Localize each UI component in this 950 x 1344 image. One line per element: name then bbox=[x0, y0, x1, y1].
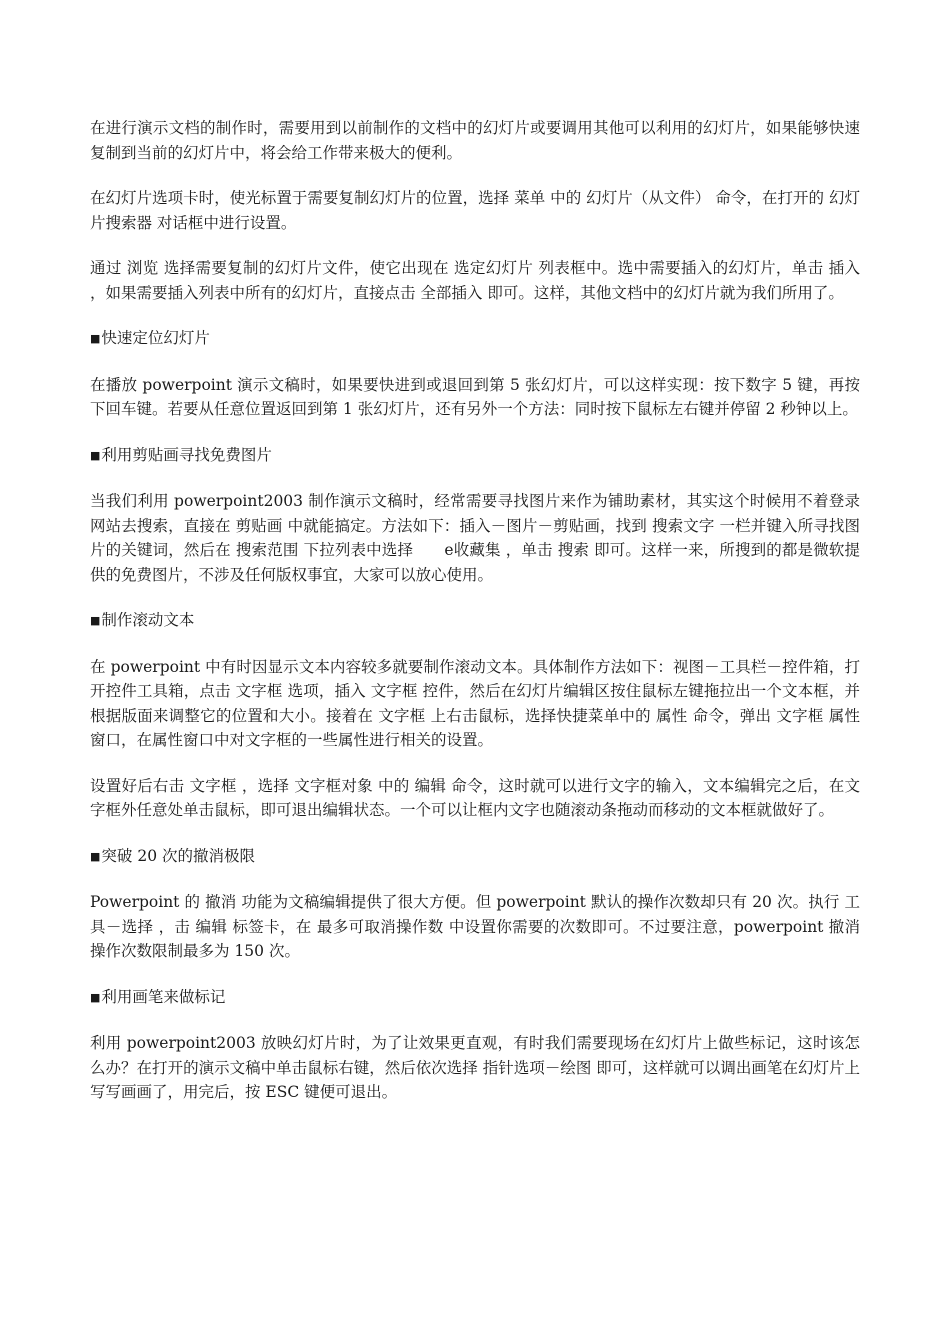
section-heading-clipart bbox=[90, 443, 860, 469]
square-bullet-icon: ■ bbox=[90, 332, 101, 345]
paragraph-scroll-text-2: 设置好后右击 文字框 ，选择 文字框对象 中的 编辑 命令，这时就可以进行文字的输入，文本编辑完之后，在文字框外任意处单击鼠标，即可退出编辑状态。一个可以让框内文字也随滚动条拖动而移动的文本框就做好了。 bbox=[90, 776, 860, 819]
heading-text: 快速定位幻灯片 bbox=[101, 329, 210, 347]
section-heading-undo-limit bbox=[90, 844, 860, 870]
paragraph-quick-locate: 在播放 powerpoint 演示文稿时，如果要快进到或退回到第 5 张幻灯片，可以这样实现：按下数字 5 键，再按下回车键。若要从任意位置返回到第 1 张幻灯片，还有另外一个方法：同时按下鼠标左右键并停留 2 秒钟以上。 bbox=[90, 375, 860, 418]
paragraph-undo-limit: Powerpoint 的 撤消 功能为文稿编辑提供了很大方便。但 powerpoint 默认的操作次数却只有 20 次。执行 工具－选择 ，击 编辑 标签卡，在 最多可取消操作数 中设置你需要的次数即可。不过要注意，powerpoint 撤消操作次数限制最多为 150 次。 bbox=[90, 893, 860, 960]
square-bullet-icon: ■ bbox=[90, 448, 101, 462]
heading-text: 利用画笔来做标记 bbox=[101, 987, 226, 1006]
square-bullet-icon: ■ bbox=[90, 990, 101, 1004]
paragraph-copy-slide: 在幻灯片选项卡时，使光标置于需要复制幻灯片的位置，选择 菜单 中的 幻灯片（从文件） 命令，在打开的 幻灯片搜索器 对话框中进行设置。 bbox=[90, 189, 860, 232]
heading-text: 突破 20 次的撤消极限 bbox=[101, 846, 255, 865]
square-bullet-icon: ■ bbox=[90, 849, 101, 863]
heading-text: 制作滚动文本 bbox=[101, 611, 195, 629]
square-bullet-icon: ■ bbox=[90, 614, 101, 627]
heading-text: 利用剪贴画寻找免费图片 bbox=[101, 445, 272, 464]
section-heading-quick-locate bbox=[90, 326, 860, 352]
paragraph-clipart: 当我们利用 powerpoint2003 制作演示文稿时，经常需要寻找图片来作为铺助素材，其实这个时候用不着登录网站去搜索，直接在 剪贴画 中就能搞定。方法如下：插入－图片－剪贴画，找到 搜索文字 一栏并键入所寻找图片的关键词，然后在 搜索范围 下拉列表中选择 e收藏集 ，单击 搜索 即可。这样一来，所搜到的都是微软提供的免费图片，不涉及任何版权事宜，大家可以放心使用。 bbox=[90, 492, 860, 584]
paragraph-browse-insert: 通过 浏览 选择需要复制的幻灯片文件，使它出现在 选定幻灯片 列表框中。选中需要插入的幻灯片，单击 插入 ，如果需要插入列表中所有的幻灯片，直接点击 全部插入 即可。这样，其他文档中的幻灯片就为我们所用了。 bbox=[90, 259, 860, 302]
paragraph-scroll-text-1: 在 powerpoint 中有时因显示文本内容较多就要制作滚动文本。具体制作方法如下：视图－工具栏－控件箱，打开控件工具箱，点击 文字框 选项，插入 文字框 控件，然后在幻灯片编辑区按住鼠标左键拖拉出一个文本框，并根据版面来调整它的位置和大小。接着在 文字框 上右击鼠标，选择快捷菜单中的 属性 命令，弹出 文字框 属性窗口，在属性窗口中对文字框的一些属性进行相关的设置。 bbox=[90, 657, 860, 749]
section-heading-scroll-text bbox=[90, 608, 860, 634]
document-body bbox=[90, 116, 860, 1126]
paragraph-pen-marking: 利用 powerpoint2003 放映幻灯片时，为了让效果更直观，有时我们需要现场在幻灯片上做些标记，这时该怎么办？在打开的演示文稿中单击鼠标右键，然后依次选择 指针选项－绘图 即可，这样就可以调出画笔在幻灯片上写写画画了，用完后，按 ESC 键便可退出。 bbox=[90, 1034, 860, 1101]
paragraph-intro: 在进行演示文档的制作时，需要用到以前制作的文档中的幻灯片或要调用其他可以利用的幻灯片，如果能够快速复制到当前的幻灯片中，将会给工作带来极大的便利。 bbox=[90, 119, 860, 162]
section-heading-pen-marking bbox=[90, 985, 860, 1011]
